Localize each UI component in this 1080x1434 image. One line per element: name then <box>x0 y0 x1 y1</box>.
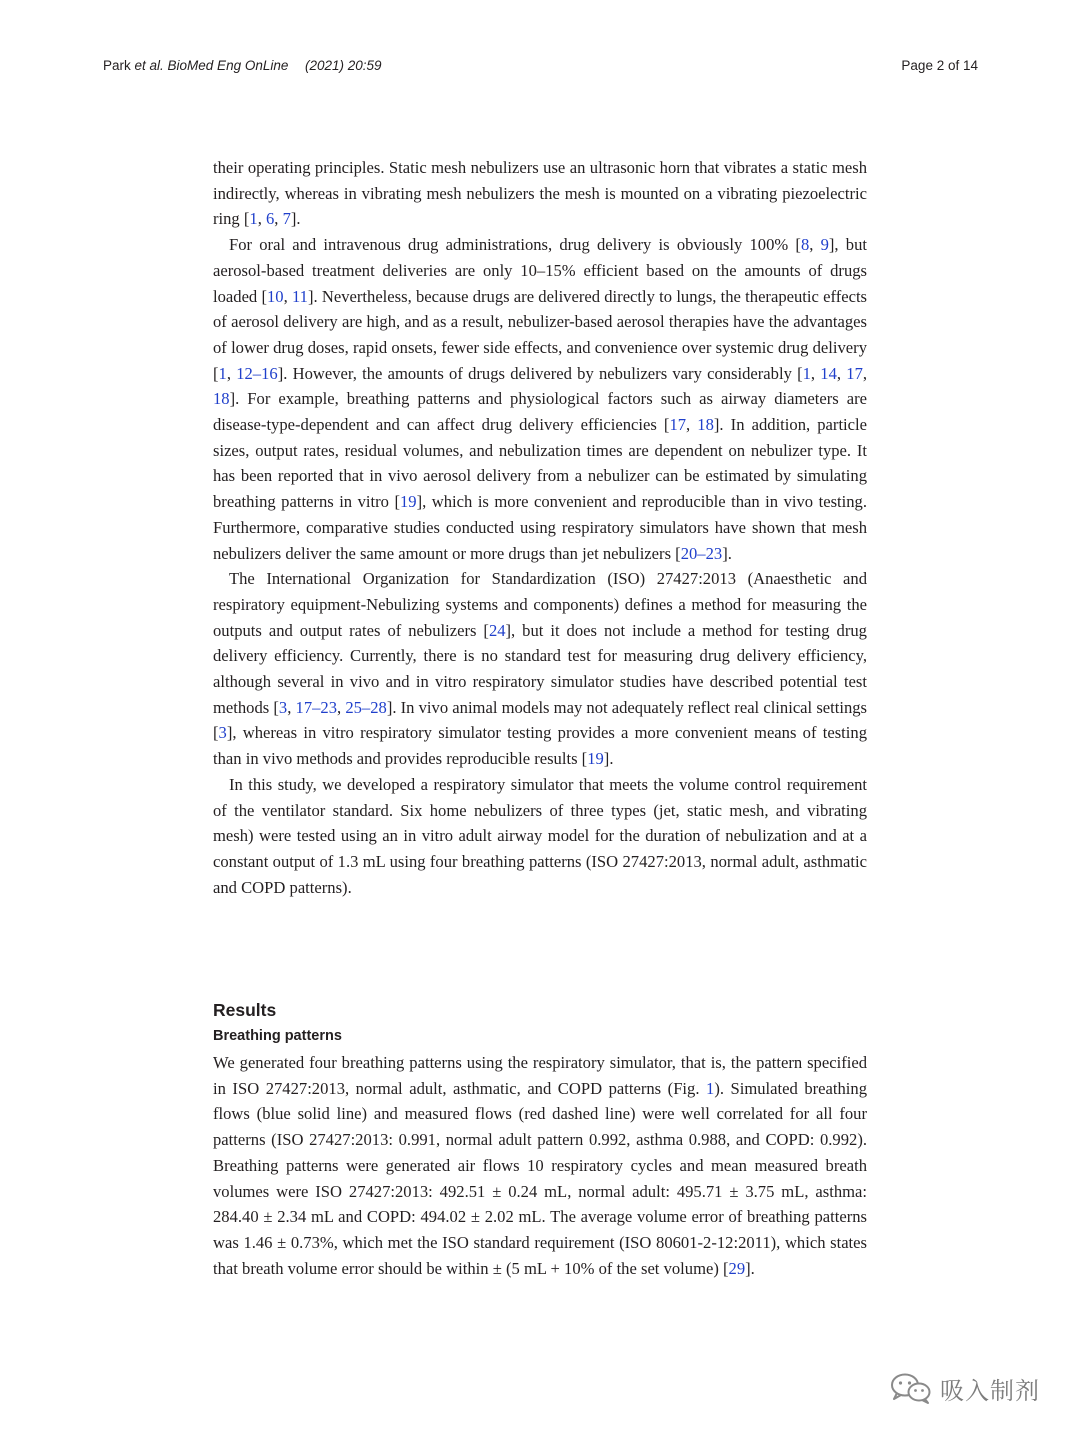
text-run: ]. Nevertheless, because drugs are delivered directly to lungs, the therapeutic effects of aerosol delivery are high, and as a result, nebulizer-based aerosol therapies have the advantages of lower drug doses, rapid onsets, fewer side effects, and convenience over systemic drug delivery [ <box>213 286 868 383</box>
text-run: ], whereas in vitro respiratory simulator testing provides a more convenient means of testing than in vivo methods and provides reproducible results [ <box>213 723 867 769</box>
citation-link[interactable]: 8 <box>800 235 810 255</box>
citation-link[interactable]: 29 <box>728 1258 746 1278</box>
citation-link[interactable]: 3 <box>278 697 288 717</box>
text-run: , <box>686 415 698 435</box>
section-heading-results: Results <box>213 1000 277 1020</box>
citation-link[interactable]: 1 <box>706 1078 715 1098</box>
text-run: ], but aerosol-based treatment deliveries are only 10–15% efficient based on the amounts of drugs loaded [ <box>213 235 867 306</box>
citation-link[interactable]: 11 <box>291 286 308 306</box>
text-run: ]. However, the amounts of drugs delivered by nebulizers vary considerably [ <box>277 363 803 383</box>
citation-link[interactable]: 3 <box>218 723 227 743</box>
citation-link[interactable]: 18 <box>697 415 714 435</box>
text-run: , <box>283 286 292 306</box>
wechat-icon <box>890 1372 932 1404</box>
paragraph <box>213 566 867 772</box>
text-run: , <box>862 363 868 383</box>
results-text <box>213 1050 867 1281</box>
citation-link[interactable]: 19 <box>399 492 417 512</box>
text-run: , <box>287 697 296 717</box>
text-run: ]. <box>290 209 301 229</box>
citation-link[interactable]: 12–16 <box>236 363 278 383</box>
page-header <box>103 58 978 78</box>
citation-link[interactable]: 24 <box>488 620 506 640</box>
citation-link[interactable]: 18 <box>213 389 230 409</box>
citation-link[interactable]: 10 <box>267 286 284 306</box>
text-run: ]. For example, breathing patterns and physiological factors such as airway diameters are disease-type-dependent and can affect drug delivery efficiencies [ <box>213 389 867 435</box>
text-run: ], which is more convenient and reproducible than in vivo testing. Furthermore, comparative studies conducted using respiratory simulators have shown that mesh nebulizers deliver the same amount or more drugs than jet nebulizers [ <box>213 492 867 563</box>
year-volume: (2021) 20:59 <box>305 58 382 73</box>
text-run: ], but it does not include a method for testing drug delivery efficiency. Currently, there is no standard test for measuring drug delivery efficiency, although several in vivo and in vitro respiratory simulator studies have described potential test methods [ <box>213 620 867 717</box>
text-run: their operating principles. Static mesh nebulizers use an ultrasonic horn that vibrates a static mesh indirectly, whereas in vibrating mesh nebulizers the mesh is mounted on a vibrating piezoelectric ring [ <box>213 158 867 229</box>
text-run: ). Simulated breathing flows (blue solid line) and measured flows (red dashed line) were well correlated for all four patterns (ISO 27427:2013: 0.991, normal adult pattern 0.992, asthma 0.988, and COPD: 0.992). Breathing patterns were generated air flows 10 respiratory cycles and mean measured breath volumes were ISO 27427:2013: 492.51 ± 0.24 mL, normal adult: 495.71 ± 3.75 mL, asthma: 284.40 ± 2.34 mL and COPD: 494.02 ± 2.02 mL. The average volume error of breathing patterns was 1.46 ± 0.73%, which met the ISO standard requirement (ISO 80601-2-12:2011), which states that breath volume error should be within ± (5 mL + 10% of the set volume) [ <box>213 1078 868 1278</box>
text-run: ]. In vivo animal models may not adequately reflect real clinical settings [ <box>213 697 868 743</box>
body-text <box>213 155 867 900</box>
citation-link[interactable]: 25–28 <box>345 697 387 717</box>
text-run: ]. <box>745 1258 755 1278</box>
text-run: We generated four breathing patterns using the respiratory simulator, that is, the pattern specified in ISO 27427:2013, normal adult, asthmatic, and COPD patterns (Fig. <box>213 1053 867 1098</box>
text-run: ]. <box>603 749 614 769</box>
text-run: , <box>836 363 847 383</box>
text-run: ]. In addition, particle sizes, output rates, residual volumes, and nebulization times are dependent on nebulizer type. It has been reported that in vivo aerosol delivery from a nebulizer can be estimated by simulating breathing patterns in vitro [ <box>213 415 868 512</box>
citation-link[interactable]: 1 <box>802 363 811 383</box>
paragraph <box>213 232 867 566</box>
page-number: Page 2 of 14 <box>901 58 978 73</box>
paragraph <box>213 155 867 232</box>
citation-link[interactable]: 17 <box>846 363 863 383</box>
text-run: , <box>810 363 821 383</box>
paragraph <box>213 1050 867 1281</box>
text-run: , <box>257 209 266 229</box>
text-run: , <box>274 209 283 229</box>
author-name: Park <box>103 58 135 73</box>
text-run: ]. <box>722 543 732 563</box>
text-run: , <box>226 363 237 383</box>
citation-link[interactable]: 20–23 <box>680 543 723 563</box>
watermark-text: 吸入制剂 <box>940 1376 1040 1405</box>
citation-link[interactable]: 9 <box>820 235 829 255</box>
citation-link[interactable]: 7 <box>282 209 291 229</box>
paragraph <box>213 772 867 901</box>
citation-link[interactable]: 17–23 <box>295 697 338 717</box>
citation-link[interactable]: 19 <box>587 749 604 769</box>
text-run: For oral and intravenous drug administrations, drug delivery is obviously 100% [ <box>229 235 801 255</box>
citation-link[interactable]: 1 <box>218 363 227 383</box>
running-head-citation <box>103 58 288 73</box>
citation-link[interactable]: 1 <box>249 209 258 229</box>
text-run: , <box>809 235 821 255</box>
subsection-heading: Breathing patterns <box>213 1028 342 1044</box>
citation-link[interactable]: 6 <box>266 209 275 229</box>
citation-link[interactable]: 17 <box>669 415 687 435</box>
journal-name: et al. BioMed Eng OnLine <box>134 58 289 73</box>
text-run: The International Organization for Standardization (ISO) 27427:2013 (Anaesthetic and respiratory equipment-Nebulizing systems and components) defines a method for measuring the outputs and output rates of nebulizers [ <box>213 569 867 640</box>
text-run: In this study, we developed a respiratory simulator that meets the volume control requirement of the ventilator standard. Six home nebulizers of three types (jet, static mesh, and vibrating mesh) were tested using an in vitro adult airway model for the duration of nebulization and at a constant output of 1.3 mL using four breathing patterns (ISO 27427:2013, normal adult, asthmatic and COPD patterns). <box>213 774 867 897</box>
text-run: , <box>337 697 346 717</box>
citation-link[interactable]: 14 <box>820 363 837 383</box>
watermark <box>890 1370 1040 1406</box>
